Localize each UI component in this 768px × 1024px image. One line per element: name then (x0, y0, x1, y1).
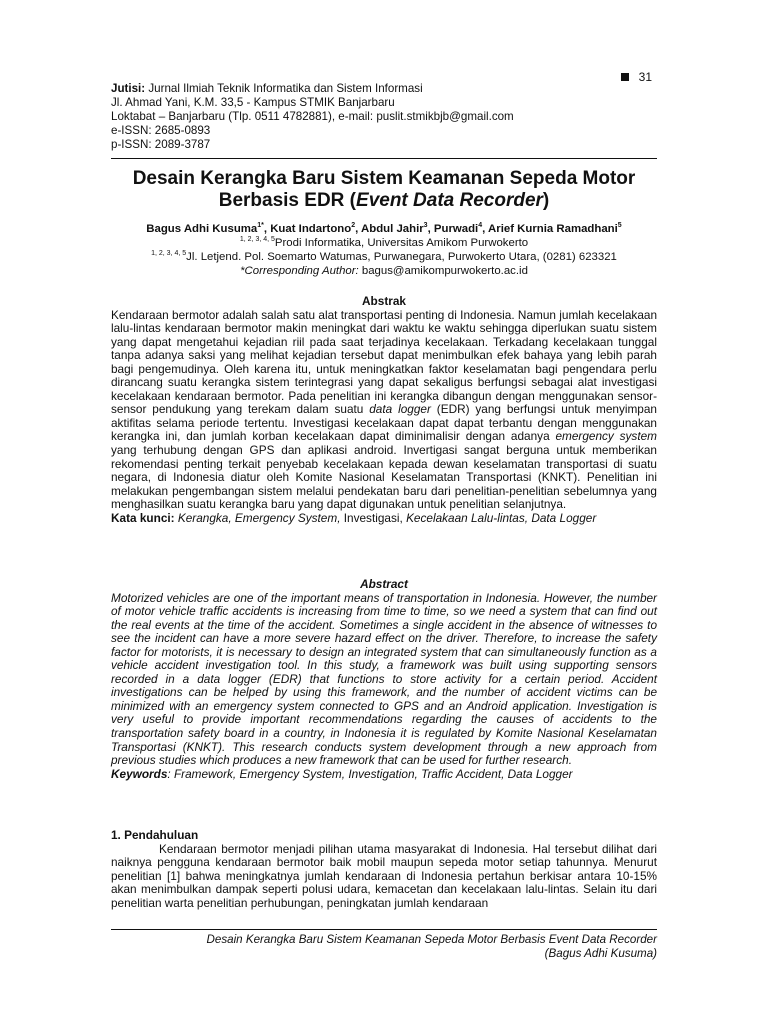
journal-pissn: p-ISSN: 2089-3787 (111, 138, 211, 151)
author-block (111, 222, 657, 278)
footer-title: Desain Kerangka Baru Sistem Keamanan Sepeda Motor Berbasis Event Data Recorder (206, 933, 657, 946)
kata-kunci-italic-1: Kerangka, Emergency System, (174, 510, 341, 525)
corresponding-label: *Corresponding Author: (240, 265, 359, 277)
affiliation-address (111, 250, 657, 264)
corresponding-author (111, 264, 657, 278)
abstrak-section (111, 295, 657, 525)
affiliation-text: Prodi Informatika, Universitas Amikom Purwokerto (274, 237, 529, 249)
abstract-section (111, 578, 657, 781)
abstrak-keywords (111, 512, 657, 526)
corresponding-email: bagus@amikompurwokerto.ac.id (358, 265, 528, 277)
keywords-text: : Framework, Emergency System, Investigation, Traffic Accident, Data Logger (167, 766, 573, 781)
author-names (111, 222, 657, 236)
footer-author: (Bagus Adhi Kusuma) (544, 947, 657, 960)
kata-kunci-label: Kata kunci: (111, 510, 175, 525)
address-sup: 1, 2, 3, 4, 5 (151, 250, 187, 258)
journal-masthead (111, 82, 657, 152)
address-text: Jl. Letjend. Pol. Soemarto Watumas, Purwanegara, Purwokerto Utara, (0281) 623321 (186, 251, 617, 263)
author-3: , Abdul Jahir (355, 223, 424, 235)
affiliation (111, 236, 657, 250)
title-line-1: Desain Kerangka Baru Sistem Keamanan Sepeda Motor (132, 168, 636, 189)
masthead-divider (111, 158, 657, 159)
author-1: Bagus Adhi Kusuma (146, 223, 258, 235)
kata-kunci-italic-2: Kecelakaan Lalu-lintas, Data Logger (406, 510, 597, 525)
abstrak-italic-1: data logger (369, 402, 431, 417)
journal-label: Jutisi: (111, 82, 146, 95)
section-heading: 1. Pendahuluan (111, 828, 199, 842)
author-5: , Arief Kurnia Ramadhani (482, 223, 618, 235)
title-line-2-prefix: Berbasis EDR ( (218, 190, 357, 211)
keywords-label: Keywords (111, 766, 168, 781)
abstrak-body (111, 309, 657, 512)
page-footer (111, 929, 657, 961)
abstract-heading: Abstract (360, 577, 408, 591)
author-5-sup: 5 (617, 222, 622, 230)
affiliation-sup: 1, 2, 3, 4, 5 (239, 236, 275, 244)
abstract-keywords (111, 768, 657, 782)
square-bullet-icon (621, 73, 629, 81)
title-line-2-italic: Event Data Recorder (356, 190, 543, 211)
journal-name: Jurnal Ilmiah Teknik Informatika dan Sistem Informasi (145, 82, 423, 95)
abstrak-text-1: Kendaraan bermotor adalah salah satu alat transportasi penting di Indonesia. Namun jumlah kecelakaan lalu-lintas kendaraan bermotor makin meningkat dari waktu ke waktu sehingga diperlukan suatu sistem yang dapat mengetahui kejadian riil pada saat terjadinya kecelakaan. Terkadang kecelakaan tunggal tanpa adanya saksi yang melihat kejadian tersebut dapat menimbulkan efek bahaya yang lebih parah bagi pengemudinya. Oleh karena itu, untuk meningkatkan faktor keselamatan bagi pengendara perlu dirancang suatu kerangka sistem terintegrasi yang dapat sekaligus berfungsi sebagai alat investigasi kecelakaan kendaraan bermotor. Pada penelitian ini kerangka dibangun dengan menggunakan sensor-sensor pendukung yang terekam dalam suatu (111, 307, 657, 417)
introduction-body: Kendaraan bermotor menjadi pilihan utama masyarakat di Indonesia. Hal tersebut dilihat dari naiknya pengguna kendaraan bermotor baik mobil maupun sepeda motor setiap tahunnya. Menurut penelitian [1] bahwa meningkatnya jumlah kendaraan di Indonesia pertahun berkisar antara 10-15% akan menimbulkan dampak seperti polusi udara, kemacetan dan kecelakaan lalu-lintas. Selain itu dari penelitian warta penelitian perhubungan, peningkatan jumlah kendaraan (111, 841, 657, 910)
author-2: , Kuat Indartono (263, 223, 352, 235)
author-2-sup: 2 (351, 222, 356, 230)
page-number: 31 (638, 70, 652, 84)
journal-name-line (111, 82, 657, 96)
author-4-sup: 4 (478, 222, 483, 230)
paper-title (111, 168, 657, 212)
introduction-section (111, 829, 657, 910)
title-line-2-suffix: ) (542, 190, 550, 211)
abstrak-text-3: yang terhubung dengan GPS dan aplikasi android. Invertigasi sangat berguna untuk memberikan rekomendasi penting terkait penyebab kecelakaan kepada dewan keselamatan transportasi di suatu negara, di Indonesia diatur oleh Komite Nasional Keselamatan Transportasi (KNKT). Penelitian ini melakukan pengembangan sistem melalui pendekatan baru dari penelitian-penelitian sebelumnya yang menghasilkan suatu kerangka baru yang dapat digunakan untuk penelitian selanjutnya. (111, 443, 657, 512)
author-3-sup: 3 (423, 222, 428, 230)
abstrak-italic-2: emergency system (555, 429, 657, 444)
abstrak-text-2: (EDR) yang berfungsi untuk menyimpan aktifitas selama periode tertentu. Investigasi kecelakaan dapat dapat terbantu dengan menggunakan kerangka ini, dan jumlah korban kecelakaan dapat diminimalisir dengan adanya (111, 402, 657, 444)
journal-eissn: e-ISSN: 2685-0893 (111, 124, 211, 137)
title-line-2 (111, 190, 657, 212)
journal-contact: Loktabat – Banjarbaru (Tlp. 0511 4782881), e-mail: puslit.stmikbjb@gmail.com (111, 110, 514, 123)
author-1-sup: 1* (257, 222, 264, 230)
journal-address: Jl. Ahmad Yani, K.M. 33,5 - Kampus STMIK Banjarbaru (111, 96, 395, 109)
abstrak-heading: Abstrak (362, 294, 406, 308)
abstract-body: Motorized vehicles are one of the important means of transportation in Indonesia. However, the number of motor vehicle traffic accidents is increasing from time to time, so we need a system that can find out the real events at the time of the accident. Sometimes a single accident in the absence of witnesses to see the incident can have a more severe hazard effect on the driver. Therefore, to increase the safety factor for motorists, it is necessary to design an integrated system that can simultaneously function as a vehicle accident investigation tool. In this study, a framework was built using supporting sensors recorded in a data logger (EDR) that functions to store activity for a certain period. Accident investigations can be helped by using this framework, and the number of accident victims can be minimized with an emergency system connected to GPS and an Android application. Investigation is very useful to provide important recommendations regarding the causes of accidents to the transportation safety board in a country, in Indonesia it is regulated by Komite Nasional Keselamatan Transportasi (KNKT). This research conducts system development through a new approach from previous studies which produces a new framework that can be used for further research. (111, 590, 657, 768)
kata-kunci-text: Investigasi, (340, 510, 407, 525)
author-4: , Purwadi (427, 223, 479, 235)
